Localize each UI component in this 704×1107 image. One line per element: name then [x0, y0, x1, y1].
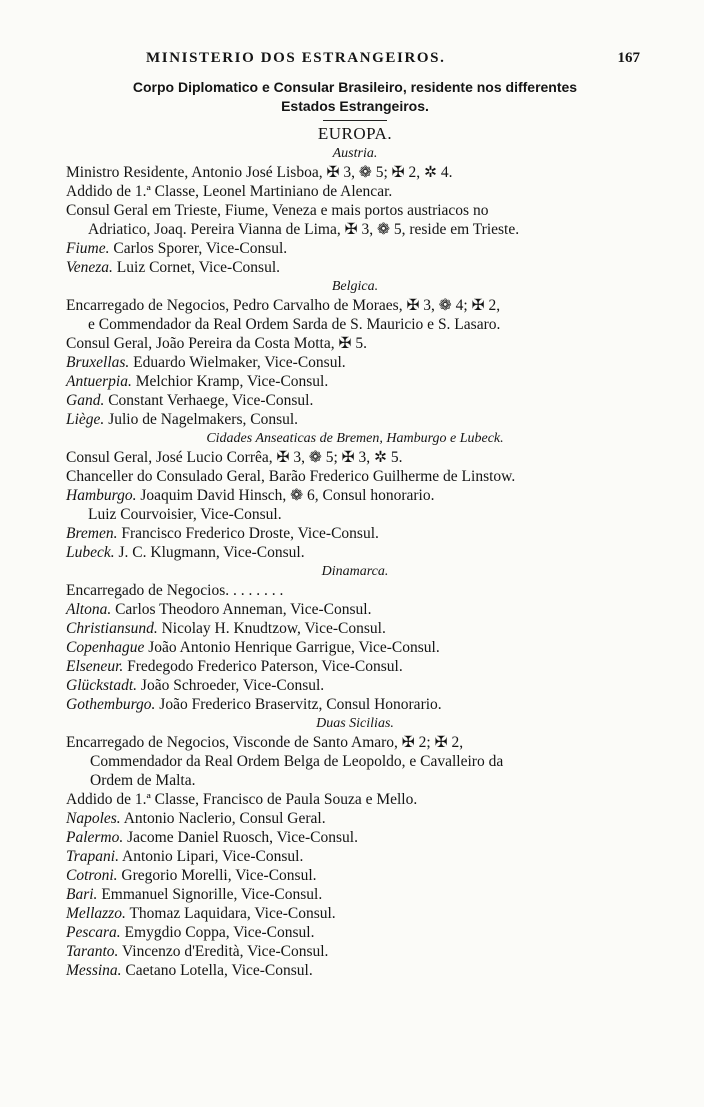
city-name: Christiansund. — [66, 620, 158, 637]
dinamarca-entry-christiansund — [66, 619, 644, 638]
duas-sicilias-entry-trapani — [66, 847, 644, 866]
ministry-title: MINISTERIO DOS ESTRANGEIROS. — [146, 50, 446, 66]
duas-sicilias-line-3: Ordem de Malta. — [90, 772, 196, 789]
duas-sicilias-entry-cotroni — [66, 866, 644, 885]
region-title: EUROPA. — [317, 124, 393, 143]
duas-sicilias-line-4: Addido de 1.ª Classe, Francisco de Paula Souza e Mello. — [66, 791, 418, 808]
country-duas-sicilias-heading: Duas Sicilias. — [316, 716, 394, 731]
city-name: Bremen. — [66, 525, 118, 542]
document-heading — [66, 78, 644, 116]
entry-text: Vincenzo d'Eredità, Vice-Consul. — [118, 943, 329, 960]
city-name: Bari. — [66, 886, 98, 903]
entry-text: Caetano Lotella, Vice-Consul. — [121, 962, 313, 979]
duas-sicilias-entry-bari — [66, 885, 644, 904]
heading-rule — [323, 120, 387, 121]
belgica-entry-liege — [66, 410, 644, 429]
dinamarca-line-1: Encarregado de Negocios. . . . . . . . — [66, 582, 284, 599]
entry-text: Constant Verhaege, Vice-Consul. — [104, 392, 314, 409]
city-name: Liège. — [66, 411, 105, 428]
city-name: Lubeck. — [66, 544, 115, 561]
city-name: Messina. — [66, 962, 122, 979]
city-name: Veneza. — [66, 259, 113, 276]
country-belgica-heading: Belgica. — [331, 279, 379, 294]
dinamarca-entry-altona — [66, 600, 644, 619]
city-name: Mellazzo. — [66, 905, 126, 922]
city-name: Cotroni. — [66, 867, 118, 884]
belgica-line-1: Encarregado de Negocios, Pedro Carvalho de Moraes, ✠ 3, ❁ 4; ✠ 2, — [66, 297, 501, 314]
entry-text: Carlos Theodoro Anneman, Vice-Consul. — [111, 601, 372, 618]
entry-text: Thomaz Laquidara, Vice-Consul. — [125, 905, 336, 922]
duas-sicilias-entry-mellazzo — [66, 904, 644, 923]
running-header — [66, 50, 644, 72]
entry-text: João Schroeder, Vice-Consul. — [137, 677, 325, 694]
entry-text: Melchior Kramp, Vice-Consul. — [131, 373, 329, 390]
entry-text: Carlos Sporer, Vice-Consul. — [109, 240, 288, 257]
hanseaticas-entry-lubeck — [66, 543, 644, 562]
city-name: Altona. — [66, 601, 112, 618]
entry-text: Joaquim David Hinsch, ❁ 6, Consul honorario. — [136, 487, 435, 504]
entry-text: Antonio Lipari, Vice-Consul. — [118, 848, 304, 865]
heading-line-1: Corpo Diplomatico e Consular Brasileiro, residente nos differentes — [132, 79, 578, 95]
hanseaticas-entry-bremen — [66, 524, 644, 543]
city-name: Gothemburgo. — [66, 696, 156, 713]
dinamarca-entry-gluckstadt — [66, 676, 644, 695]
entry-text: João Antonio Henrique Garrigue, Vice-Consul. — [144, 639, 440, 656]
entry-text: Julio de Nagelmakers, Consul. — [104, 411, 299, 428]
city-name: Gand. — [66, 392, 105, 409]
belgica-entry-antuerpia — [66, 372, 644, 391]
belgica-line-2: e Commendador da Real Ordem Sarda de S. Mauricio e S. Lasaro. — [88, 316, 501, 333]
hanseaticas-line-1: Consul Geral, José Lucio Corrêa, ✠ 3, ❁ 5; ✠ 3, ✲ 5. — [66, 449, 403, 466]
duas-sicilias-line-2: Commendador da Real Ordem Belga de Leopoldo, e Cavalleiro da — [90, 753, 504, 770]
entry-text: Gregorio Morelli, Vice-Consul. — [117, 867, 317, 884]
city-name: Glückstadt. — [66, 677, 138, 694]
belgica-entry-gand — [66, 391, 644, 410]
entry-text: Luiz Cornet, Vice-Consul. — [112, 259, 281, 276]
entry-text: Fredegodo Frederico Paterson, Vice-Consul. — [123, 658, 403, 675]
hanseaticas-entry-hamburgo — [66, 486, 644, 505]
entry-text: Antonio Naclerio, Consul Geral. — [120, 810, 326, 827]
page — [66, 50, 644, 980]
austria-entry-veneza — [66, 258, 644, 277]
entry-text: Nicolay H. Knudtzow, Vice-Consul. — [157, 620, 386, 637]
belgica-line-3: Consul Geral, João Pereira da Costa Motta, ✠ 5. — [66, 335, 367, 352]
dinamarca-entry-elseneur — [66, 657, 644, 676]
austria-line-3: Consul Geral em Trieste, Fiume, Veneza e mais portos austriacos no — [66, 202, 489, 219]
entry-text: Jacome Daniel Ruosch, Vice-Consul. — [123, 829, 358, 846]
hanseaticas-line-2: Chanceller do Consulado Geral, Barão Frederico Guilherme de Linstow. — [66, 468, 516, 485]
duas-sicilias-entry-taranto — [66, 942, 644, 961]
austria-line-1: Ministro Residente, Antonio José Lisboa, ✠ 3, ❁ 5; ✠ 2, ✲ 4. — [66, 164, 453, 181]
duas-sicilias-entry-messina — [66, 961, 644, 980]
entry-text: Eduardo Wielmaker, Vice-Consul. — [129, 354, 346, 371]
city-name: Antuerpia. — [66, 373, 132, 390]
entry-text: Emmanuel Signorille, Vice-Consul. — [97, 886, 323, 903]
city-name: Taranto. — [66, 943, 119, 960]
city-name: Fiume. — [66, 240, 110, 257]
duas-sicilias-entry-napoles — [66, 809, 644, 828]
austria-entry-fiume — [66, 239, 644, 258]
city-name: Hamburgo. — [66, 487, 137, 504]
city-name: Copenhague — [66, 639, 145, 656]
entry-text: João Frederico Braservitz, Consul Honorario. — [155, 696, 442, 713]
city-name: Elseneur. — [66, 658, 124, 675]
heading-line-2: Estados Estrangeiros. — [281, 98, 429, 114]
austria-line-2: Addido de 1.ª Classe, Leonel Martiniano de Alencar. — [66, 183, 393, 200]
country-dinamarca-heading: Dinamarca. — [321, 564, 389, 579]
duas-sicilias-entry-palermo — [66, 828, 644, 847]
entry-text: J. C. Klugmann, Vice-Consul. — [114, 544, 305, 561]
city-name: Trapani. — [66, 848, 119, 865]
dinamarca-entry-copenhague — [66, 638, 644, 657]
duas-sicilias-entry-pescara — [66, 923, 644, 942]
city-name: Pescara. — [66, 924, 121, 941]
duas-sicilias-line-1: Encarregado de Negocios, Visconde de Santo Amaro, ✠ 2; ✠ 2, — [66, 734, 464, 751]
city-name: Bruxellas. — [66, 354, 130, 371]
city-name: Palermo. — [66, 829, 124, 846]
country-hanseaticas-heading: Cidades Anseaticas de Bremen, Hamburgo e Lubeck. — [206, 431, 504, 446]
entry-text: Francisco Frederico Droste, Vice-Consul. — [117, 525, 379, 542]
belgica-entry-bruxellas — [66, 353, 644, 372]
entry-text: Emygdio Coppa, Vice-Consul. — [120, 924, 315, 941]
austria-line-4: Adriatico, Joaq. Pereira Vianna de Lima, ✠ 3, ❁ 5, reside em Trieste. — [88, 221, 520, 238]
hanseaticas-line-4: Luiz Courvoisier, Vice-Consul. — [88, 506, 282, 523]
page-number: 167 — [617, 50, 640, 66]
city-name: Napoles. — [66, 810, 121, 827]
country-austria-heading: Austria. — [332, 146, 378, 161]
dinamarca-entry-gothemburgo — [66, 695, 644, 714]
